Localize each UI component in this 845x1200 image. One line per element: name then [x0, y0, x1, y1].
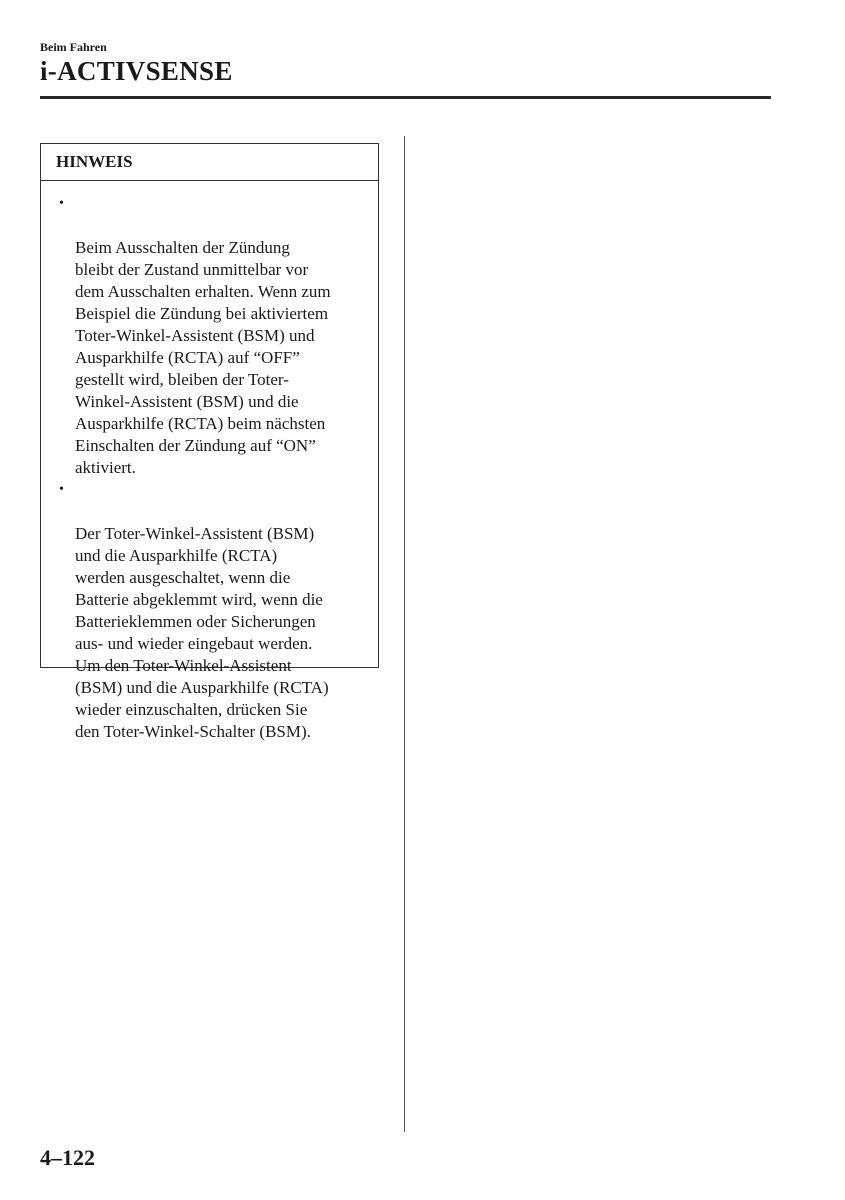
note-heading: HINWEIS [41, 144, 378, 181]
column-divider [404, 136, 405, 1132]
note-list [41, 181, 378, 743]
title-rule [40, 96, 771, 99]
page-number: 4–122 [40, 1145, 95, 1170]
bullet-icon: • [59, 196, 64, 211]
note-item-text: Beim Ausschalten der Zündung bleibt der Zustand unmittelbar vor dem Ausschalten erhalten. Wenn zum Beispiel die Zündung bei aktiviertem Toter-Winkel-Assistent (BSM) und Ausparkhilfe (RCTA) auf “OFF” gestellt wird, bleiben der Toter- Winkel-Assistent (BSM) und die Ausparkhilfe (RCTA) beim nächsten Einschalten der Zündung auf “ON” aktiviert. [75, 238, 331, 477]
section-label: Beim Fahren [40, 40, 107, 54]
bullet-icon: • [59, 482, 64, 497]
page-title: i-ACTIVSENSE [40, 56, 233, 86]
note-item [41, 193, 372, 479]
note-item-text: Der Toter-Winkel-Assistent (BSM) und die Ausparkhilfe (RCTA) werden ausgeschaltet, wenn die Batterie abgeklemmt wird, wenn die Batterieklemmen oder Sicherungen aus- und wieder eingebaut werden. Um den Toter-Winkel-Assistent (BSM) und die Ausparkhilfe (RCTA) wieder einzuschalten, drücken Sie den Toter-Winkel-Schalter (BSM). [75, 524, 329, 741]
note-box [40, 143, 379, 741]
note-item [41, 479, 372, 743]
